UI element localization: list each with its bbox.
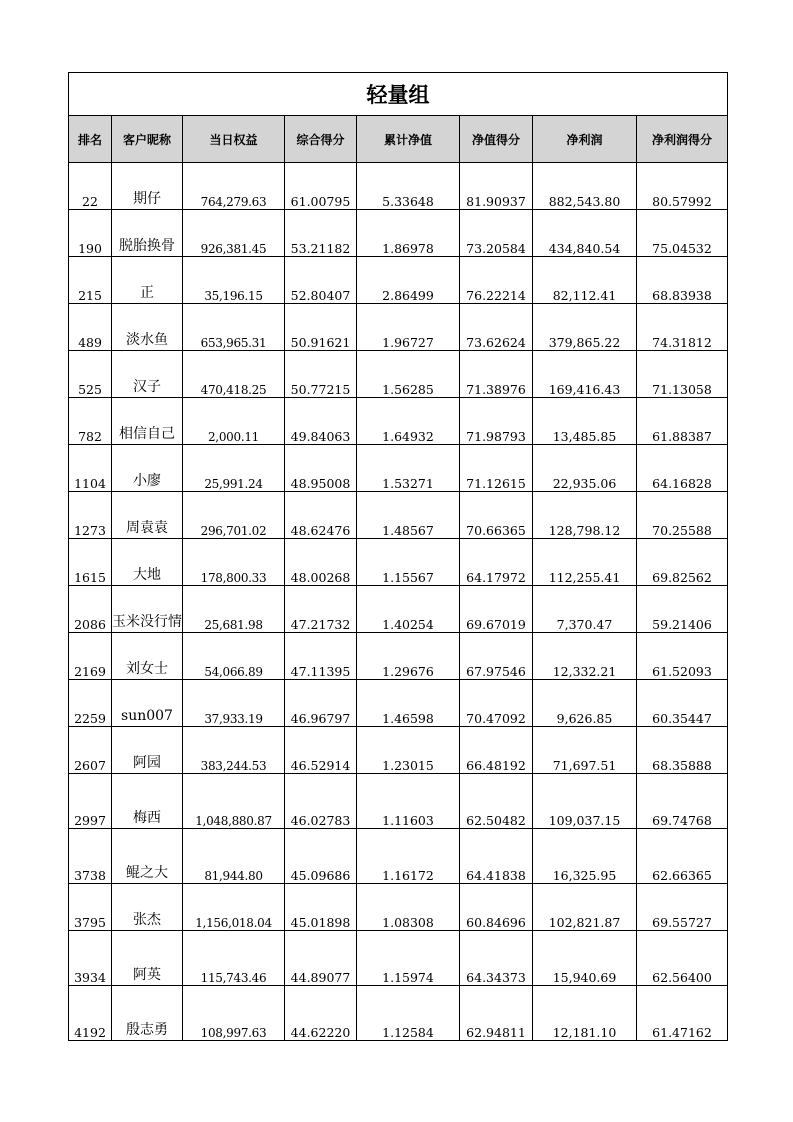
- cell-total-score: 50.77215: [285, 351, 357, 398]
- cell-nickname: 阿英: [112, 931, 183, 986]
- table-row: [69, 210, 728, 257]
- cell-nav-score: 76.22214: [460, 257, 533, 304]
- cell-equity: 25,991.24: [183, 445, 285, 492]
- cell-net-profit: 71,697.51: [533, 727, 637, 774]
- cell-nav-score: 71.12615: [460, 445, 533, 492]
- cell-cum-nav: 1.29676: [357, 633, 460, 680]
- cell-nickname: 刘女士: [112, 633, 183, 680]
- cell-total-score: 46.02783: [285, 774, 357, 829]
- cell-nickname: 大地: [112, 539, 183, 586]
- cell-total-score: 44.89077: [285, 931, 357, 986]
- table-row: [69, 539, 728, 586]
- cell-net-profit-score: 70.25588: [637, 492, 728, 539]
- cell-rank: 190: [69, 210, 112, 257]
- cell-rank: 2169: [69, 633, 112, 680]
- cell-nickname: 周袁袁: [112, 492, 183, 539]
- cell-cum-nav: 1.56285: [357, 351, 460, 398]
- cell-equity: 1,048,880.87: [183, 774, 285, 829]
- cell-net-profit: 109,037.15: [533, 774, 637, 829]
- cell-net-profit: 22,935.06: [533, 445, 637, 492]
- cell-net-profit: 12,332.21: [533, 633, 637, 680]
- cell-net-profit-score: 61.47162: [637, 986, 728, 1041]
- cell-nickname: 淡水鱼: [112, 304, 183, 351]
- cell-net-profit-score: 62.66365: [637, 829, 728, 884]
- cell-net-profit: 379,865.22: [533, 304, 637, 351]
- cell-total-score: 47.11395: [285, 633, 357, 680]
- cell-cum-nav: 1.16172: [357, 829, 460, 884]
- table-row: [69, 727, 728, 774]
- cell-total-score: 48.95008: [285, 445, 357, 492]
- cell-net-profit-score: 71.13058: [637, 351, 728, 398]
- cell-nav-score: 67.97546: [460, 633, 533, 680]
- cell-nav-score: 64.17972: [460, 539, 533, 586]
- table-row: [69, 680, 728, 727]
- cell-net-profit: 169,416.43: [533, 351, 637, 398]
- cell-total-score: 61.00795: [285, 163, 357, 210]
- header-row: [69, 116, 728, 163]
- cell-net-profit: 12,181.10: [533, 986, 637, 1041]
- cell-net-profit-score: 60.35447: [637, 680, 728, 727]
- cell-rank: 2997: [69, 774, 112, 829]
- table-row: [69, 492, 728, 539]
- cell-nav-score: 73.20584: [460, 210, 533, 257]
- cell-net-profit-score: 59.21406: [637, 586, 728, 633]
- cell-cum-nav: 1.12584: [357, 986, 460, 1041]
- cell-nav-score: 64.41838: [460, 829, 533, 884]
- cell-net-profit-score: 68.83938: [637, 257, 728, 304]
- cell-nickname: 正: [112, 257, 183, 304]
- cell-cum-nav: 1.15974: [357, 931, 460, 986]
- cell-nickname: 张杰: [112, 884, 183, 931]
- cell-equity: 54,066.89: [183, 633, 285, 680]
- cell-total-score: 44.62220: [285, 986, 357, 1041]
- cell-total-score: 47.21732: [285, 586, 357, 633]
- header-equity: 当日权益: [183, 116, 285, 163]
- cell-rank: 1273: [69, 492, 112, 539]
- table-title: 轻量组: [69, 73, 728, 116]
- cell-rank: 215: [69, 257, 112, 304]
- header-nickname: 客户昵称: [112, 116, 183, 163]
- cell-nav-score: 69.67019: [460, 586, 533, 633]
- cell-nickname: 脱胎换骨: [112, 210, 183, 257]
- cell-net-profit: 13,485.85: [533, 398, 637, 445]
- cell-nav-score: 70.47092: [460, 680, 533, 727]
- cell-net-profit-score: 68.35888: [637, 727, 728, 774]
- cell-nickname: 相信自己: [112, 398, 183, 445]
- table-row: [69, 884, 728, 931]
- cell-rank: 525: [69, 351, 112, 398]
- cell-equity: 296,701.02: [183, 492, 285, 539]
- cell-net-profit-score: 69.74768: [637, 774, 728, 829]
- cell-cum-nav: 1.46598: [357, 680, 460, 727]
- cell-equity: 926,381.45: [183, 210, 285, 257]
- cell-equity: 115,743.46: [183, 931, 285, 986]
- table-row: [69, 829, 728, 884]
- cell-nickname: 汉子: [112, 351, 183, 398]
- cell-rank: 2607: [69, 727, 112, 774]
- cell-nav-score: 64.34373: [460, 931, 533, 986]
- cell-equity: 108,997.63: [183, 986, 285, 1041]
- cell-cum-nav: 1.86978: [357, 210, 460, 257]
- cell-net-profit: 882,543.80: [533, 163, 637, 210]
- cell-total-score: 45.01898: [285, 884, 357, 931]
- cell-net-profit: 16,325.95: [533, 829, 637, 884]
- cell-rank: 2086: [69, 586, 112, 633]
- cell-rank: 3795: [69, 884, 112, 931]
- cell-nickname: 玉米没行情: [112, 586, 183, 633]
- cell-net-profit-score: 61.88387: [637, 398, 728, 445]
- table-row: [69, 986, 728, 1041]
- cell-nav-score: 66.48192: [460, 727, 533, 774]
- cell-net-profit-score: 69.55727: [637, 884, 728, 931]
- cell-equity: 383,244.53: [183, 727, 285, 774]
- cell-equity: 81,944.80: [183, 829, 285, 884]
- table-row: [69, 351, 728, 398]
- cell-net-profit-score: 61.52093: [637, 633, 728, 680]
- table-row: [69, 398, 728, 445]
- cell-equity: 2,000.11: [183, 398, 285, 445]
- cell-nav-score: 81.90937: [460, 163, 533, 210]
- cell-equity: 37,933.19: [183, 680, 285, 727]
- cell-nav-score: 71.38976: [460, 351, 533, 398]
- cell-total-score: 52.80407: [285, 257, 357, 304]
- cell-equity: 470,418.25: [183, 351, 285, 398]
- cell-net-profit: 112,255.41: [533, 539, 637, 586]
- cell-net-profit: 9,626.85: [533, 680, 637, 727]
- header-net-profit-score: 净利润得分: [637, 116, 728, 163]
- cell-nav-score: 70.66365: [460, 492, 533, 539]
- cell-net-profit: 434,840.54: [533, 210, 637, 257]
- table-row: [69, 931, 728, 986]
- cell-rank: 489: [69, 304, 112, 351]
- cell-net-profit: 128,798.12: [533, 492, 637, 539]
- cell-nickname: 阿园: [112, 727, 183, 774]
- cell-net-profit: 15,940.69: [533, 931, 637, 986]
- header-nav-score: 净值得分: [460, 116, 533, 163]
- cell-total-score: 46.52914: [285, 727, 357, 774]
- cell-rank: 3934: [69, 931, 112, 986]
- cell-net-profit: 82,112.41: [533, 257, 637, 304]
- cell-net-profit: 102,821.87: [533, 884, 637, 931]
- cell-nav-score: 62.50482: [460, 774, 533, 829]
- cell-equity: 653,965.31: [183, 304, 285, 351]
- cell-equity: 764,279.63: [183, 163, 285, 210]
- cell-total-score: 46.96797: [285, 680, 357, 727]
- cell-nickname: 殷志勇: [112, 986, 183, 1041]
- cell-net-profit: 7,370.47: [533, 586, 637, 633]
- cell-rank: 22: [69, 163, 112, 210]
- cell-rank: 782: [69, 398, 112, 445]
- cell-rank: 3738: [69, 829, 112, 884]
- table-body: [69, 163, 728, 1041]
- cell-rank: 4192: [69, 986, 112, 1041]
- cell-total-score: 45.09686: [285, 829, 357, 884]
- header-cum-nav: 累计净值: [357, 116, 460, 163]
- cell-nav-score: 60.84696: [460, 884, 533, 931]
- table-row: [69, 445, 728, 492]
- cell-nav-score: 71.98793: [460, 398, 533, 445]
- cell-net-profit-score: 74.31812: [637, 304, 728, 351]
- cell-equity: 35,196.15: [183, 257, 285, 304]
- table-row: [69, 257, 728, 304]
- cell-nickname: 小廖: [112, 445, 183, 492]
- cell-rank: 1615: [69, 539, 112, 586]
- cell-cum-nav: 1.23015: [357, 727, 460, 774]
- cell-cum-nav: 1.96727: [357, 304, 460, 351]
- cell-nav-score: 62.94811: [460, 986, 533, 1041]
- table-row: [69, 304, 728, 351]
- cell-nav-score: 73.62624: [460, 304, 533, 351]
- cell-total-score: 53.21182: [285, 210, 357, 257]
- cell-rank: 1104: [69, 445, 112, 492]
- cell-cum-nav: 1.64932: [357, 398, 460, 445]
- table-row: [69, 163, 728, 210]
- cell-nickname: 鲲之大: [112, 829, 183, 884]
- cell-cum-nav: 1.15567: [357, 539, 460, 586]
- cell-total-score: 49.84063: [285, 398, 357, 445]
- cell-cum-nav: 1.40254: [357, 586, 460, 633]
- cell-rank: 2259: [69, 680, 112, 727]
- cell-equity: 25,681.98: [183, 586, 285, 633]
- cell-cum-nav: 1.53271: [357, 445, 460, 492]
- cell-nickname: 期仔: [112, 163, 183, 210]
- cell-equity: 178,800.33: [183, 539, 285, 586]
- cell-nickname: 梅西: [112, 774, 183, 829]
- cell-cum-nav: 2.86499: [357, 257, 460, 304]
- cell-cum-nav: 5.33648: [357, 163, 460, 210]
- cell-net-profit-score: 62.56400: [637, 931, 728, 986]
- ranking-table: [68, 72, 728, 1041]
- header-rank: 排名: [69, 116, 112, 163]
- cell-net-profit-score: 64.16828: [637, 445, 728, 492]
- cell-nickname: sun007: [112, 680, 183, 727]
- table-row: [69, 633, 728, 680]
- table-row: [69, 586, 728, 633]
- header-total-score: 综合得分: [285, 116, 357, 163]
- cell-cum-nav: 1.08308: [357, 884, 460, 931]
- cell-cum-nav: 1.48567: [357, 492, 460, 539]
- cell-net-profit-score: 75.04532: [637, 210, 728, 257]
- header-net-profit: 净利润: [533, 116, 637, 163]
- cell-total-score: 48.62476: [285, 492, 357, 539]
- cell-equity: 1,156,018.04: [183, 884, 285, 931]
- table-row: [69, 774, 728, 829]
- cell-total-score: 48.00268: [285, 539, 357, 586]
- cell-total-score: 50.91621: [285, 304, 357, 351]
- cell-cum-nav: 1.11603: [357, 774, 460, 829]
- cell-net-profit-score: 69.82562: [637, 539, 728, 586]
- cell-net-profit-score: 80.57992: [637, 163, 728, 210]
